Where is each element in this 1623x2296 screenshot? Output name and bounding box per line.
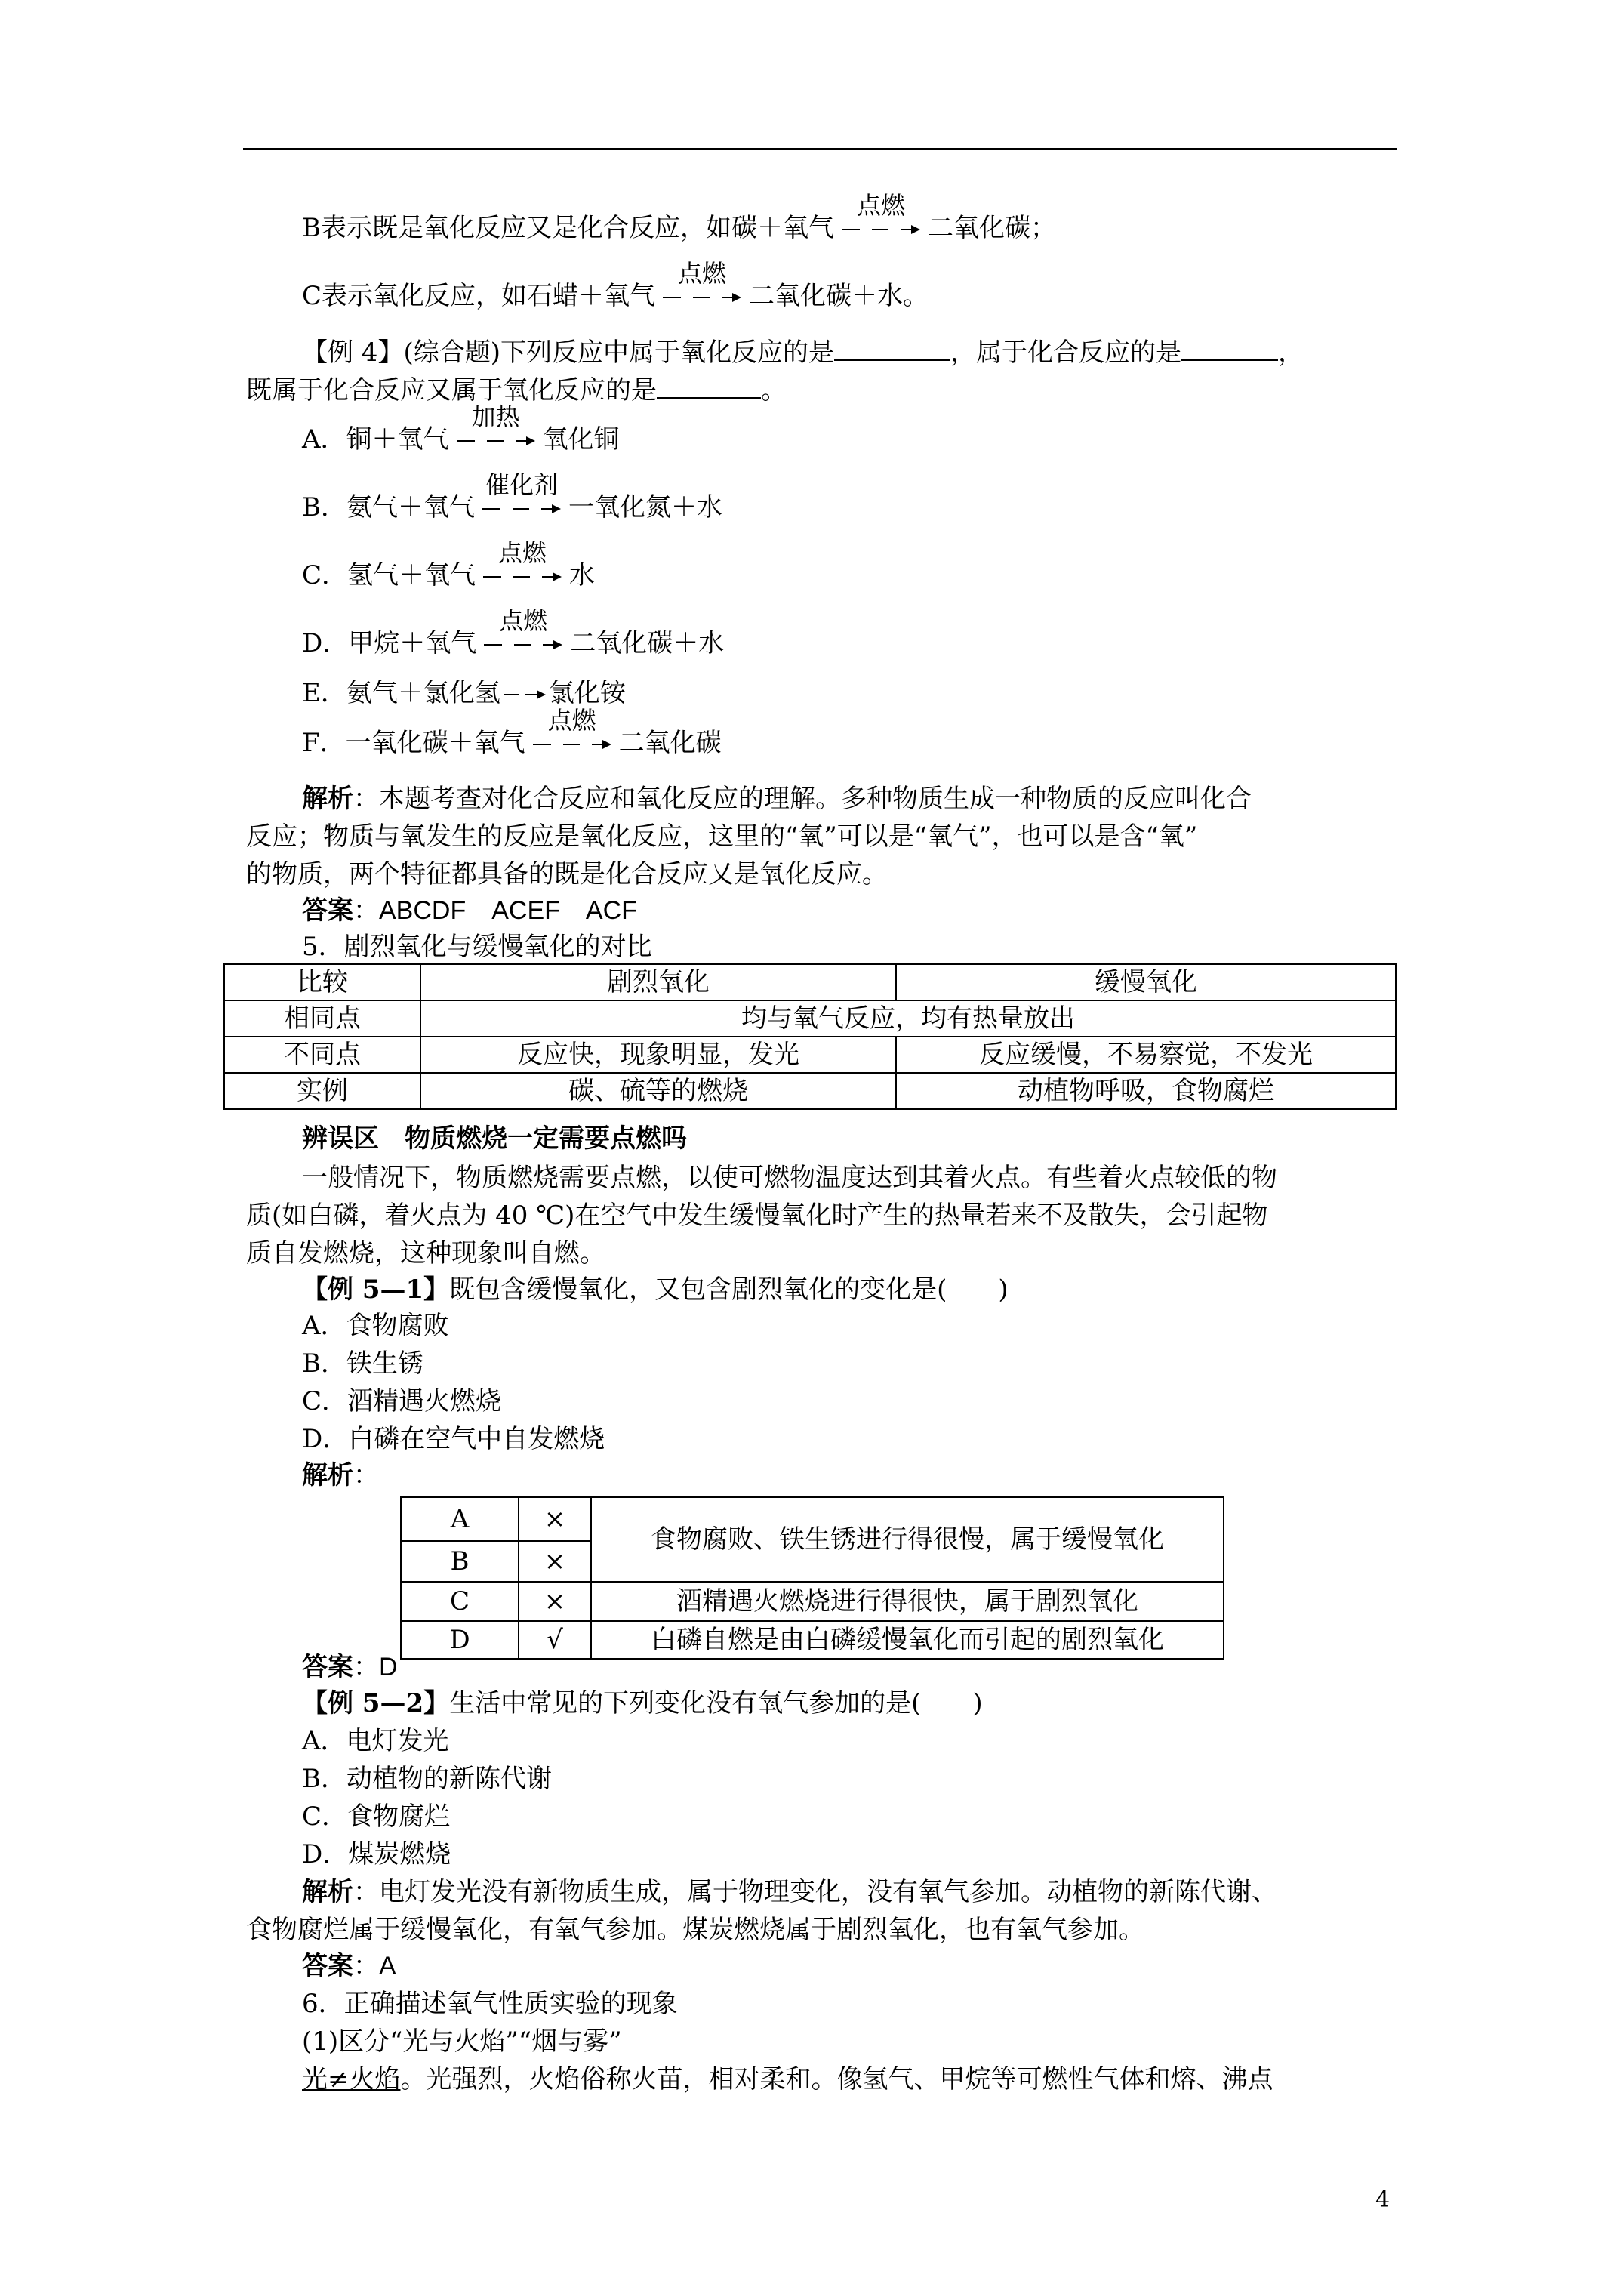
table-row: 比较 剧烈氧化 缓慢氧化 xyxy=(224,964,1396,1000)
arrow-icon xyxy=(481,492,562,522)
misconception-line3: 质自发燃烧，这种现象叫自燃。 xyxy=(246,1238,605,1268)
answer4: 答案：ABCDF ACEF ACF xyxy=(302,895,637,926)
section6-title: 6．正确描述氧气性质实验的现象 xyxy=(302,1989,678,2019)
text-line-b: B表示既是氧化反应又是化合反应，如碳＋氧气 点燃 二氧化碳； xyxy=(302,191,1056,243)
example52-option-a: A．电灯发光 xyxy=(302,1726,449,1756)
answer52: 答案：A xyxy=(302,1951,396,1981)
header-rule xyxy=(243,148,1397,150)
table-row: 实例 碳、硫等的燃烧 动植物呼吸，食物腐烂 xyxy=(224,1073,1396,1109)
option-c: C．氢气＋氧气 点燃 水 xyxy=(302,538,596,590)
table-row: 相同点 均与氧气反应，均有热量放出 xyxy=(224,1000,1396,1037)
example51-option-b: B．铁生锈 xyxy=(302,1348,423,1379)
section6-text: 光≠火焰。光强烈，火焰俗称火苗，相对柔和。像氢气、甲烷等可燃性气体和熔、沸点 xyxy=(302,2064,1273,2094)
table-row: A × 食物腐败、铁生锈进行得很慢，属于缓慢氧化 xyxy=(401,1497,1224,1541)
table-row: D √ 白磷自燃是由白磷缓慢氧化而引起的剧烈氧化 xyxy=(401,1621,1224,1659)
arrow-icon xyxy=(840,213,922,243)
analysis4-line3: 的物质，两个特征都具备的既是化合反应又是氧化反应。 xyxy=(246,859,888,889)
table-row: C × 酒精遇火燃烧进行得很快，属于剧烈氧化 xyxy=(401,1582,1224,1621)
misconception-line1: 一般情况下，物质燃烧需要点燃，以使可燃物温度达到其着火点。有些着火点较低的物 xyxy=(302,1163,1277,1193)
option-e: E．氨气＋氯化氢 氯化铵 xyxy=(302,678,626,708)
text-line-c: C表示氧化反应，如石蜡＋氧气 点燃 二氧化碳＋水。 xyxy=(302,259,929,311)
option-b: B．氨气＋氧气 催化剂 一氧化氮＋水 xyxy=(302,470,722,522)
comparison-table xyxy=(223,963,1397,1110)
reaction-arrow: 点燃 xyxy=(482,628,564,658)
analysis4-line2: 反应；物质与氧发生的反应是氧化反应，这里的“氧”可以是“氧气”，也可以是含“氧” xyxy=(246,821,1198,852)
answer-blank xyxy=(834,337,950,361)
example51-option-d: D．白磷在空气中自发燃烧 xyxy=(302,1424,605,1454)
reaction-arrow: 催化剂 xyxy=(481,492,562,522)
analysis52-line1: 解析：电灯发光没有新物质生成，属于物理变化，没有氧气参加。动植物的新陈代谢、 xyxy=(302,1877,1277,1907)
reaction-arrow: 点燃 xyxy=(482,560,563,590)
reaction-arrow: 加热 xyxy=(455,424,537,455)
example52-option-c: C．食物腐烂 xyxy=(302,1801,451,1832)
answer51: 答案：D xyxy=(302,1652,398,1682)
arrow-icon xyxy=(482,628,564,658)
answer-blank xyxy=(1181,337,1278,361)
section5-title: 5．剧烈氧化与缓慢氧化的对比 xyxy=(302,932,652,962)
example51-question: 【例 5—1】既包含缓慢氧化，又包含剧烈氧化的变化是( ) xyxy=(302,1274,1009,1305)
arrow-icon xyxy=(455,424,537,455)
page-number: 4 xyxy=(1375,2187,1390,2213)
analysis-table xyxy=(400,1496,1224,1660)
section6-subtitle: (1)区分“光与火焰”“烟与雾” xyxy=(302,2026,622,2057)
example4-question-cont: 既属于化合反应又属于氧化反应的是 。 xyxy=(246,375,787,405)
example51-option-a: A．食物腐败 xyxy=(302,1311,449,1341)
reaction-arrow: 点燃 xyxy=(531,728,613,758)
answer-blank xyxy=(657,374,761,399)
misconception-line2: 质(如白磷，着火点为 40 ℃)在空气中发生缓慢氧化时产生的热量若来不及散失，会引起物 xyxy=(246,1200,1268,1231)
table-row: 不同点 反应快，现象明显，发光 反应缓慢，不易察觉，不发光 xyxy=(224,1037,1396,1073)
arrow-icon xyxy=(531,728,613,758)
example52-question: 【例 5—2】生活中常见的下列变化没有氧气参加的是( ) xyxy=(302,1688,983,1718)
reaction-arrow: 点燃 xyxy=(840,213,922,243)
analysis52-line2: 食物腐烂属于缓慢氧化，有氧气参加。煤炭燃烧属于剧烈氧化，也有氧气参加。 xyxy=(246,1915,1144,1945)
table-row: B × xyxy=(401,1541,1224,1582)
reaction-arrow: 点燃 xyxy=(661,281,743,311)
example51-option-c: C．酒精遇火燃烧 xyxy=(302,1386,502,1416)
example52-option-d: D．煤炭燃烧 xyxy=(302,1839,451,1869)
example4-question: 【例 4】(综合题)下列反应中属于氧化反应的是 ，属于化合反应的是 ， xyxy=(302,337,1304,368)
example52-option-b: B．动植物的新陈代谢 xyxy=(302,1764,552,1794)
misconception-title: 辨误区 物质燃烧一定需要点燃吗 xyxy=(302,1123,687,1154)
option-f: F．一氧化碳＋氧气 点燃 二氧化碳 xyxy=(302,706,722,758)
analysis51-label: 解析： xyxy=(302,1460,379,1490)
option-a: A．铜＋氧气 加热 氧化铜 xyxy=(302,402,620,455)
arrow-icon xyxy=(502,678,547,708)
arrow-icon xyxy=(482,560,563,590)
analysis4-line1: 解析：本题考查对化合反应和氧化反应的理解。多种物质生成一种物质的反应叫化合 xyxy=(302,784,1252,814)
arrow-icon xyxy=(661,281,743,311)
option-d: D．甲烷＋氧气 点燃 二氧化碳＋水 xyxy=(302,606,725,658)
